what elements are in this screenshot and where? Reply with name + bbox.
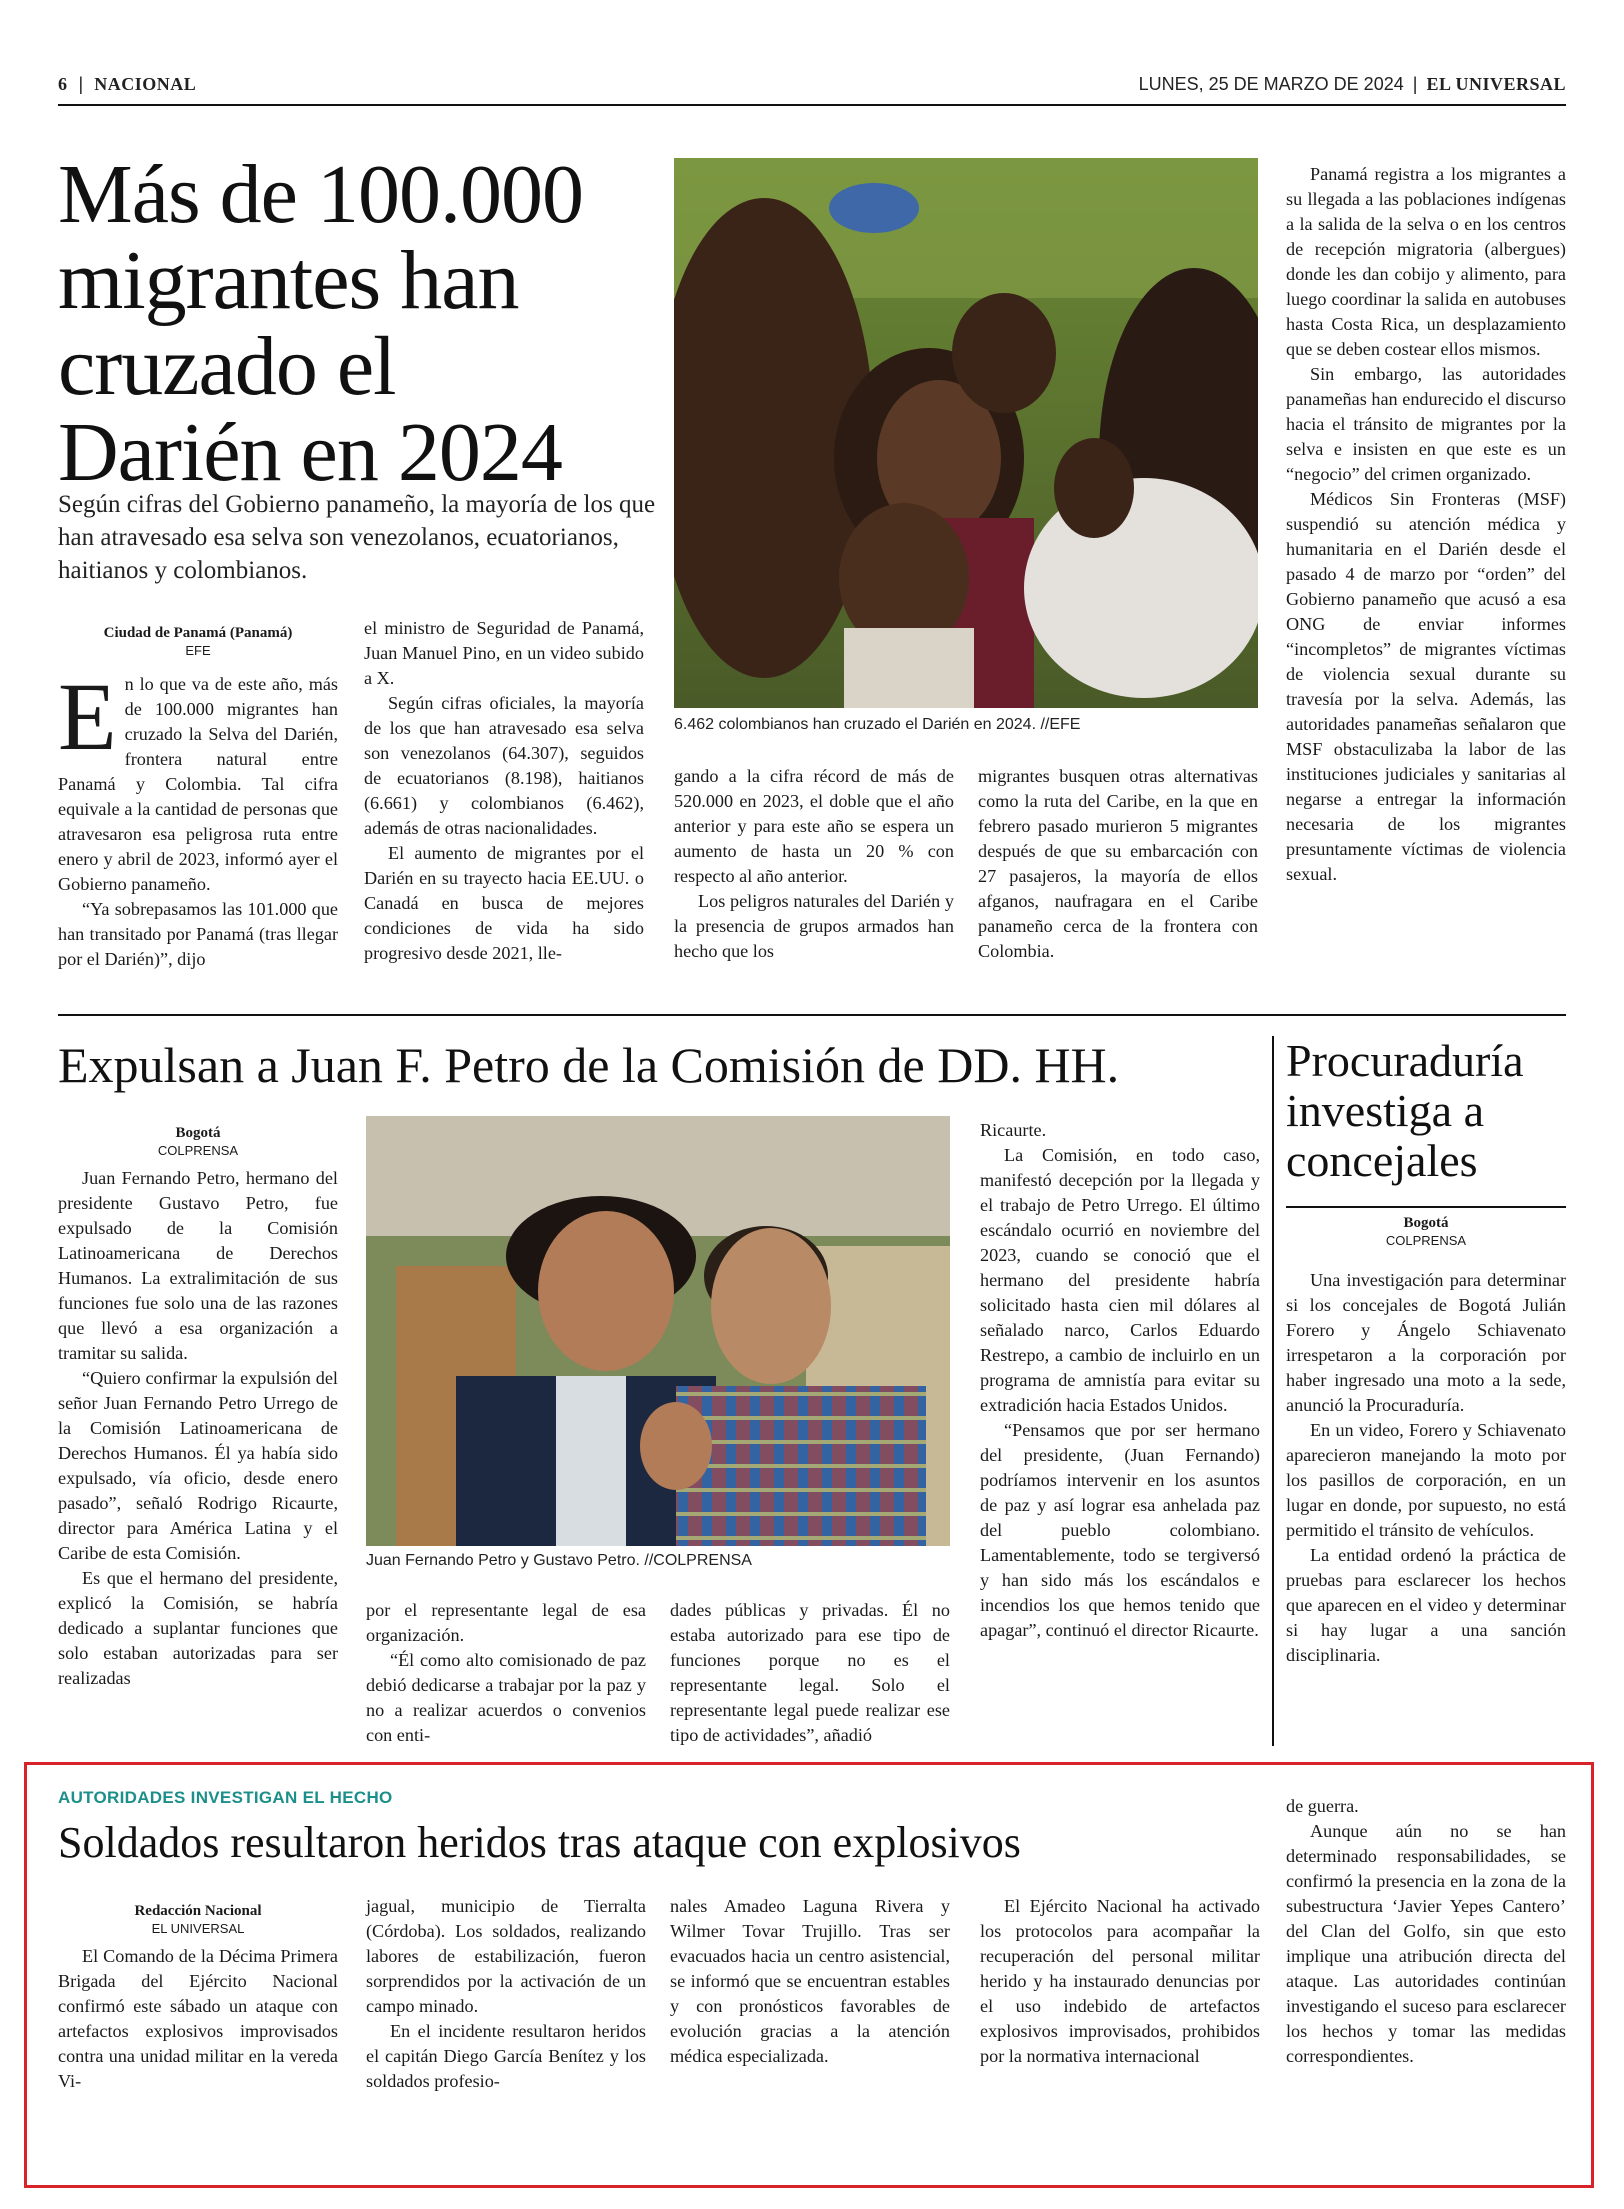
story1-para-2: “Ya sobrepasamos las 101.000 que han transitado por Panamá (tras llegar por el Darién)”, dijo xyxy=(58,899,338,969)
dateline-city: Bogotá xyxy=(1403,1215,1449,1231)
story2-para: Es que el hermano del presidente, explicó la Comisión, se habría dedicado a suplantar funciones que solo estaban autorizadas para ser realizadas xyxy=(58,1568,338,1688)
petro-brothers-photo xyxy=(366,1116,950,1546)
section-rule xyxy=(58,1014,1566,1016)
story2-column-3 xyxy=(670,1598,950,1748)
story1-dateline xyxy=(58,624,338,660)
masthead: EL UNIVERSAL xyxy=(1426,74,1566,94)
story1-para: Los peligros naturales del Darién y la presencia de grupos armados han hecho que los xyxy=(674,891,954,961)
story1-para: Sin embargo, las autoridades panameñas han endurecido el discurso hacia el tránsito de migrantes por la selva e insisten en que este es un “negocio” del crimen organizado. xyxy=(1286,364,1566,484)
sidebar-rule xyxy=(1286,1206,1566,1208)
story1-para: Médicos Sin Fronteras (MSF) suspendió su atención médica y humanitaria en el Darién desde el pasado 4 de marzo por “orden” del Gobierno panameño que acusó a esa ONG de enviar informes “incompletos” de migrantes víctimas de violencia sexual durante su travesía por la selva. Además, las autoridades panameñas señalaron que MSF obstaculizaba la labor de las instituciones judiciales y sanitarias al negarse a entregar la información necesaria de los migrantes presuntamente víctimas de violencia sexual. xyxy=(1286,489,1566,884)
story1-headline: Más de 100.000 migrantes han cruzado el Darién en 2024 xyxy=(58,148,583,499)
sidebar-divider xyxy=(1272,1036,1274,1746)
dateline-source: EFE xyxy=(185,643,211,658)
dateline-city: Redacción Nacional xyxy=(134,1903,262,1919)
story4-column-1 xyxy=(58,1944,338,2094)
story2-para: dades públicas y privadas. Él no estaba autorizado para ese tipo de funciones porque no es el representante legal. Solo el representante legal puede realizar ese tipo de actividades”, añadió xyxy=(670,1600,950,1745)
story1-column-4 xyxy=(978,764,1258,964)
story3-body xyxy=(1286,1268,1566,1668)
story4-column-3 xyxy=(670,1894,950,2069)
folio-right: LUNES, 25 DE MARZO DE 2024 | EL UNIVERSAL xyxy=(1138,74,1566,94)
story4-column-2 xyxy=(366,1894,646,2094)
petro-brothers-photo-image xyxy=(366,1116,950,1546)
story4-para: El Ejército Nacional ha activado los protocolos para acompañar la recuperación del personal militar herido y ha instaurado denuncias por el uso indebido de artefactos explosivos improvisados, prohibidos por la normativa internacional xyxy=(980,1896,1260,2066)
story4-para: En el incidente resultaron heridos el capitán Diego García Benítez y los soldados profesio- xyxy=(366,2021,646,2091)
story2-para: por el representante legal de esa organización. xyxy=(366,1600,646,1645)
story2-para: Juan Fernando Petro, hermano del presidente Gustavo Petro, fue expulsado de la Comisión Latinoamericana de Derechos Humanos. La extralimitación de sus funciones fue solo una de las razones que llevó a esa organización a tramitar su salida. xyxy=(58,1168,338,1363)
story4-dateline xyxy=(58,1902,338,1938)
story2-para: “Quiero confirmar la expulsión del señor Juan Fernando Petro Urrego de la Comisión Latinoamericana de Derechos Humanos. Él ya había sido expulsado, vía oficio, desde enero pasado”, señaló Rodrigo Ricaurte, director para América Latina y el Caribe de esta Comisión. xyxy=(58,1368,338,1563)
drop-cap: E xyxy=(58,663,117,770)
page-number: 6 xyxy=(58,74,68,94)
story4-column-4 xyxy=(980,1894,1260,2069)
story1-column-5 xyxy=(1286,162,1566,887)
story3-para: En un video, Forero y Schiavenato aparecieron manejando la moto por los pasillos de corporación, en un lugar en donde, por supuesto, no está permitido el tránsito de vehículos. xyxy=(1286,1420,1566,1540)
story4-kicker: AUTORIDADES INVESTIGAN EL HECHO xyxy=(58,1788,393,1807)
petro-photo-caption: Juan Fernando Petro y Gustavo Petro. //COLPRENSA xyxy=(366,1552,752,1569)
section-name: NACIONAL xyxy=(94,74,197,94)
story1-para: El aumento de migrantes por el Darién en su trayecto hacia EE.UU. o Canadá en busca de mejores condiciones de vida ha sido progresivo desde 2021, lle- xyxy=(364,843,644,963)
migrants-photo-image xyxy=(674,158,1258,708)
story3-dateline xyxy=(1286,1214,1566,1250)
story2-para: “Pensamos que por ser hermano del presidente, (Juan Fernando) podríamos intervenir en los asuntos de paz y así lograr esa anhelada paz del pueblo colombiano. Lamentablemente, todo se tergiversó y han sido más los escándalos e incendios los que hemos tenido que apagar”, continuó el director Ricaurte. xyxy=(980,1420,1260,1640)
story1-para: el ministro de Seguridad de Panamá, Juan Manuel Pino, en un video subido a X. xyxy=(364,618,644,688)
story2-para: La Comisión, en todo caso, manifestó decepción por la llegada y el trabajo de Petro Urrego. El último escándalo ocurrió en noviembre del 2023, cuando se conoció que el hermano del presidente habría solicitado hasta cien mil dólares al señalado narco, Carlos Eduardo Restrepo, a cambio de incluirlo en un programa de amnistía para evitar su extradición hacia Estados Unidos. xyxy=(980,1145,1260,1415)
story2-column-2 xyxy=(366,1598,646,1748)
story4-para: nales Amadeo Laguna Rivera y Wilmer Tovar Trujillo. Tras ser evacuados hacia un centro asistencial, se informó que se encuentran estables y con pronósticos favorables de evolución gracias a la atención médica especializada. xyxy=(670,1896,950,2066)
story1-column-3 xyxy=(674,764,954,964)
migrants-photo xyxy=(674,158,1258,708)
story1-deck: Según cifras del Gobierno panameño, la mayoría de los que han atravesado esa selva son venezolanos, ecuatorianos, haitianos y colombianos. xyxy=(58,491,656,584)
story2-para: Ricaurte. xyxy=(980,1120,1047,1140)
story2-dateline xyxy=(58,1124,338,1160)
story1-para: Según cifras oficiales, la mayoría de los que han atravesado esa selva son venezolanos (64.307), seguidos de ecuatorianos (8.198), haitianos (6.661) y colombianos (6.462), además de otras nacionalidades. xyxy=(364,693,644,838)
story2-column-1 xyxy=(58,1166,338,1691)
folio-rule xyxy=(58,104,1566,106)
dateline-city: Bogotá xyxy=(175,1125,221,1141)
story3-para: Una investigación para determinar si los concejales de Bogotá Julián Forero y Ángelo Schiavenato irrespetaron a la corporación por haber ingresado una moto a la sede, anunció la Procuraduría. xyxy=(1286,1270,1566,1415)
story1-para: Panamá registra a los migrantes a su llegada a las poblaciones indígenas a la salida de la selva o en los centros de recepción migratoria (albergues) donde les dan cobijo y alimento, para luego coordinar la salida en autobuses hasta Costa Rica, un desplazamiento que se deben costear ellos mismos. xyxy=(1286,164,1566,359)
migrants-photo-caption: 6.462 colombianos han cruzado el Darién en 2024. //EFE xyxy=(674,716,1081,733)
folio-left: 6 | NACIONAL xyxy=(58,74,197,94)
dateline-city: Ciudad de Panamá (Panamá) xyxy=(103,625,293,641)
story1-para: migrantes busquen otras alternativas como la ruta del Caribe, en la que en febrero pasado murieron 5 migrantes después de que su embarcación con 27 pasajeros, la mayoría de ellos afganos, naufragara en el Caribe panameño cerca de la frontera con Colombia. xyxy=(978,766,1258,961)
issue-date: LUNES, 25 DE MARZO DE 2024 xyxy=(1138,74,1404,94)
story2-column-4 xyxy=(980,1118,1260,1643)
story4-headline: Soldados resultaron heridos tras ataque con explosivos xyxy=(58,1818,1021,1867)
dateline-source: COLPRENSA xyxy=(1385,1233,1467,1248)
story3-headline: Procuraduría investiga a concejales xyxy=(1286,1035,1524,1186)
story1-column-2 xyxy=(364,616,644,966)
story4-para: El Comando de la Décima Primera Brigada del Ejército Nacional confirmó este sábado un ataque con artefactos explosivos improvisados contra una unidad militar en la vereda Vi- xyxy=(58,1946,338,2091)
story4-column-5 xyxy=(1286,1794,1566,2069)
story3-para: La entidad ordenó la práctica de pruebas para esclarecer los hechos que aparecen en el video y determinar si hay lugar a una sanción disciplinaria. xyxy=(1286,1545,1566,1665)
story4-para: de guerra. xyxy=(1286,1796,1359,1816)
story1-column-1 xyxy=(58,663,338,972)
story2-para: “Él como alto comisionado de paz debió dedicarse a trabajar por la paz y no a realizar acuerdos o convenios con enti- xyxy=(366,1650,646,1745)
story4-para: jagual, municipio de Tierralta (Córdoba). Los soldados, realizando labores de estabilización, fueron sorprendidos por la activación de un campo minado. xyxy=(366,1896,646,2016)
story2-headline: Expulsan a Juan F. Petro de la Comisión de DD. HH. xyxy=(58,1037,1120,1093)
dateline-source: EL UNIVERSAL xyxy=(151,1921,245,1936)
story1-para: gando a la cifra récord de más de 520.000 en 2023, el doble que el año anterior y para este año se espera un aumento de hasta un 20 % con respecto al año anterior. xyxy=(674,766,954,886)
story4-para: Aunque aún no se han determinado responsabilidades, se confirmó la presencia en la zona de la subestructura ‘Javier Yepes Cantero’ del Clan del Golfo, sin que esto implique una atribución directa del ataque. Las autoridades continúan investigando el suceso para esclarecer los hechos y tomar las medidas correspondientes. xyxy=(1286,1821,1566,2066)
story1-para-1: En lo que va de este año, más de 100.000 migrantes han cruzado la Selva del Darién, frontera natural entre Panamá y Colombia. Tal cifra equivale a la cantidad de personas que atravesaron esa peligrosa ruta entre enero y abril de 2023, informó ayer el Gobierno panameño. xyxy=(58,663,338,894)
dateline-source: COLPRENSA xyxy=(157,1143,239,1158)
